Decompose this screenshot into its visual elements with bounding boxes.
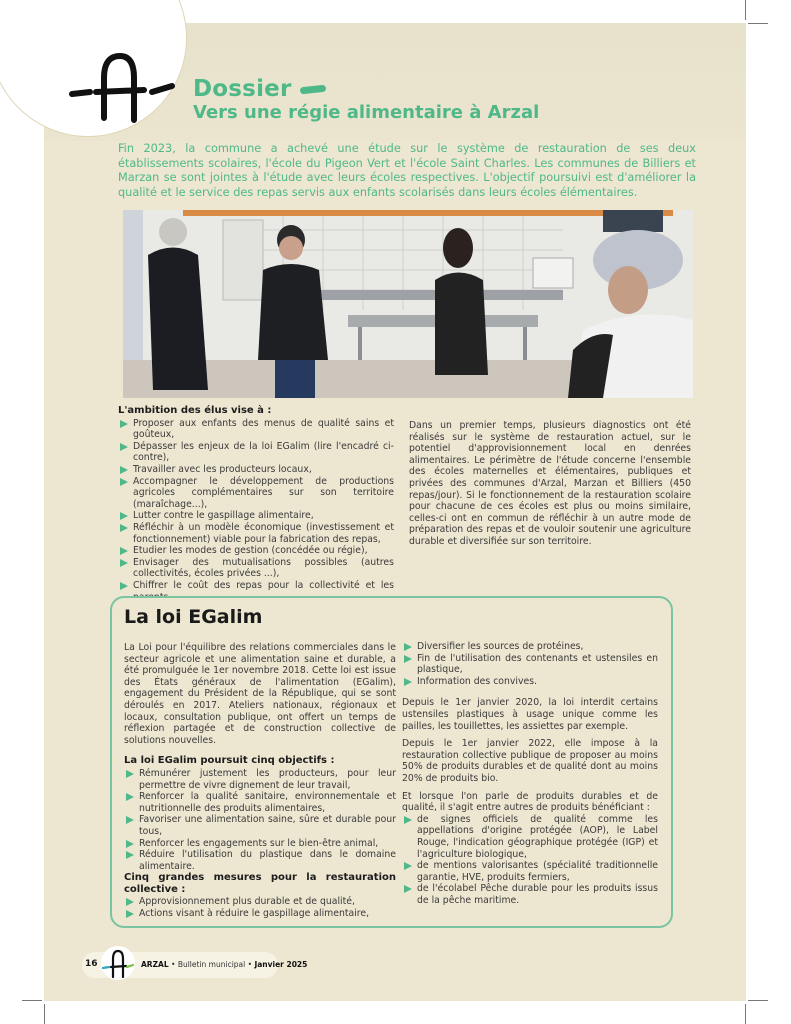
footer-issue: Janvier 2025: [254, 960, 308, 969]
crop-mark: [44, 1004, 45, 1024]
list-item: Réduire l'utilisation du plastique dans le domaine alimentaire.: [124, 849, 396, 872]
footer-a-logo-icon: [101, 949, 135, 979]
logo-area: [0, 0, 791, 145]
list-item: Envisager des mutualisations possibles (autres collectivités, écoles privées ...),: [118, 557, 394, 580]
footer-text: [141, 960, 307, 969]
crop-mark: [22, 1000, 42, 1001]
egalim-intro: La Loi pour l'équilibre des relations commerciales dans le secteur agricole et une alimentation saine et durable, a été promulguée le 1er novembre 2018. Cette loi est issue des États généraux de l'alimentation (EGalim), engagement du Président de la République, qui se sont déroulés en 2017. Ateliers nationaux, régionaux et locaux, consultation publique, ont offert un temps de réflexion partagée et de construction collective de solutions nouvelles.: [124, 642, 396, 746]
list-item: Chiffrer le coût des repas pour la collectivité et les: [118, 580, 394, 603]
arzal-a-logo-icon: [68, 52, 178, 124]
products-list: [402, 814, 658, 907]
ambition-heading: L'ambition des élus vise à :: [118, 405, 272, 416]
egalim-right-column: [402, 641, 658, 906]
list-item: Information des convives.: [402, 676, 658, 688]
list-item: Fin de l'utilisation des contenants et ustensiles en plastique,: [402, 653, 658, 676]
list-item: Etudier les modes de gestion (concédée ou régie),: [118, 545, 394, 557]
kitchen-photo-image: [123, 210, 693, 398]
footer-publication: ARZAL: [141, 960, 169, 969]
list-item: Favoriser une alimentation saine, sûre et durable pour tous,: [124, 814, 396, 837]
list-item: Renforcer les engagements sur le bien-être animal,: [124, 838, 396, 850]
intro-paragraph: Fin 2023, la commune a achevé une étude sur le système de restauration de ses deux établissements scolaires, l'école du Pigeon Vert et l'école Saint Charles. Les communes de Billiers et Marzan se sont jointes à l'étude avec leurs écoles respectives. L'objectif poursuivi est d'améliorer la qualité et le service des repas servis aux enfants scolarisés dans leurs écoles élémentaires.: [118, 142, 696, 199]
footer-bulletin: Bulletin municipal: [177, 960, 246, 969]
measures-list: [124, 896, 396, 919]
paragraph-products: Et lorsque l'on parle de produits durables et de qualité, il s'agit entre autres de produits bénéficiant :: [402, 790, 658, 814]
ambition-list: [118, 418, 394, 604]
list-item: Réfléchir à un modèle économique (investissement et fonctionnement) viable pour la fabrication des repas,: [118, 522, 394, 545]
ambition-section: [118, 405, 394, 603]
list-item: Renforcer la qualité sanitaire, environnementale et nutritionnelle des produits alimentaires,: [124, 791, 396, 814]
footer-separator: •: [247, 960, 253, 969]
objectives-list: [124, 768, 396, 872]
list-item: Lutter contre le gaspillage alimentaire,: [118, 510, 394, 522]
page-title: Vers une régie alimentaire à Arzal: [193, 102, 540, 123]
list-item: Accompagner le développement de productions agricoles complémentaires sur son territoire (maraîchage...),: [118, 476, 394, 511]
section-title: Dossier: [193, 76, 292, 102]
list-item: de l'écolabel Pêche durable pour les produits issus de la pêche maritime.: [402, 883, 658, 906]
list-item: Travailler avec les producteurs locaux,: [118, 464, 394, 476]
paragraph-2020: Depuis le 1er janvier 2020, la loi interdit certains ustensiles plastiques à usage unique comme les pailles, les touillettes, les assiettes par exemple.: [402, 697, 658, 732]
diagnostics-section: [409, 420, 691, 548]
footer-separator: •: [171, 960, 176, 969]
crop-mark: [748, 1000, 768, 1001]
list-item: Proposer aux enfants des menus de qualité sains et goûteux,: [118, 418, 394, 441]
list-item: Approvisionnement plus durable et de qualité,: [124, 896, 396, 908]
egalim-left-column: [124, 642, 396, 920]
list-item: Diversifier les sources de protéines,: [402, 641, 658, 653]
measures-list-continued: [402, 641, 658, 687]
list-item: Dépasser les enjeux de la loi EGalim (lire l'encadré ci-contre),: [118, 441, 394, 464]
diagnostics-paragraph: Dans un premier temps, plusieurs diagnostics ont été réalisés sur le système de restauration actuel, sur le potentiel d'approvisionnement local en denrées alimentaires. Le périmètre de l'étude concerne l'ensemble des écoles maternelles et élémentaires, publiques et privées des communes d'Arzal, Marzan et Billiers (450 repas/jour). Si le fonctionnement de la restauration scolaire pour chacune de ces écoles est plus ou moins similaire, celles-ci ont en commun de réfléchir à un autre mode de préparation des repas et de vouloir soutenir une agriculture durable et diversifiée sur son territoire.: [409, 420, 691, 547]
paragraph-2022: Depuis le 1er janvier 2022, elle impose à la restauration collective publique de proposer au moins 50% de produits durables et de qualité dont au moins 20% de produits bio.: [402, 738, 658, 784]
list-item: de signes officiels de qualité comme les appellations d'origine protégée (AOP), le Label Rouge, l'indication géographique protégée (IGP) et l'agriculture biologique,: [402, 814, 658, 860]
objectives-heading: La loi EGalim poursuit cinq objectifs :: [124, 755, 335, 767]
egalim-title: La loi EGalim: [124, 606, 263, 628]
list-item: de mentions valorisantes (spécialité traditionnelle garantie, HVE, produits fermiers,: [402, 860, 658, 883]
list-item: Rémunérer justement les producteurs, pour leur permettre de vivre dignement de leur travail,: [124, 768, 396, 791]
crop-mark: [745, 1004, 746, 1024]
list-item: Actions visant à réduire le gaspillage alimentaire,: [124, 908, 396, 920]
kitchen-photo: [123, 210, 693, 398]
measures-heading: Cinq grandes mesures pour la restauration collective :: [124, 872, 396, 895]
page-number: 16: [85, 959, 98, 969]
